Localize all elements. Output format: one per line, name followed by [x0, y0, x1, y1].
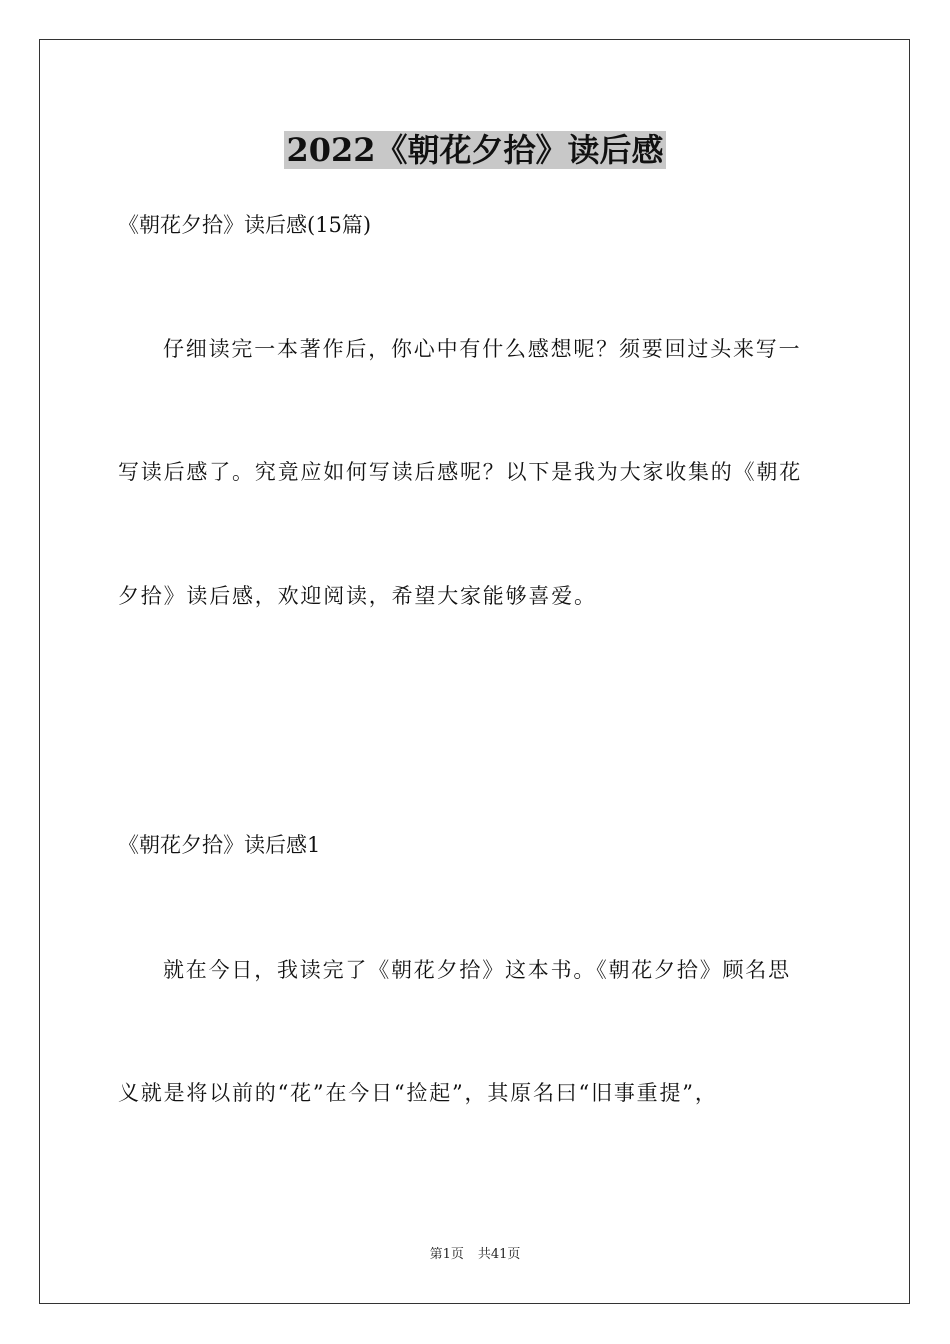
section-paragraph-line-2: 义就是将以前的“花”在今日“捡起”，其原名曰“旧事重提”， [118, 1081, 718, 1105]
page-total: 共41页 [477, 1247, 521, 1262]
section-heading: 《朝花夕拾》读后感1 [118, 833, 321, 857]
intro-paragraph-line-3: 夕拾》读后感，欢迎阅读，希望大家能够喜爱。 [118, 584, 597, 608]
page-number: 第1页 [429, 1247, 464, 1262]
document-title [0, 128, 950, 172]
section-paragraph-line-1: 就在今日，我读完了《朝花夕拾》这本书。《朝花夕拾》顾名思 [163, 958, 791, 982]
intro-paragraph-line-2: 写读后感了。究竟应如何写读后感呢？以下是我为大家收集的《朝花 [118, 460, 802, 484]
intro-paragraph-line-1: 仔细读完一本著作后，你心中有什么感想呢？须要回过头来写一 [163, 337, 802, 361]
page-footer [0, 1246, 950, 1264]
document-title-text: 2022《朝花夕拾》读后感 [286, 131, 664, 169]
document-subtitle: 《朝花夕拾》读后感(15篇) [118, 213, 372, 237]
